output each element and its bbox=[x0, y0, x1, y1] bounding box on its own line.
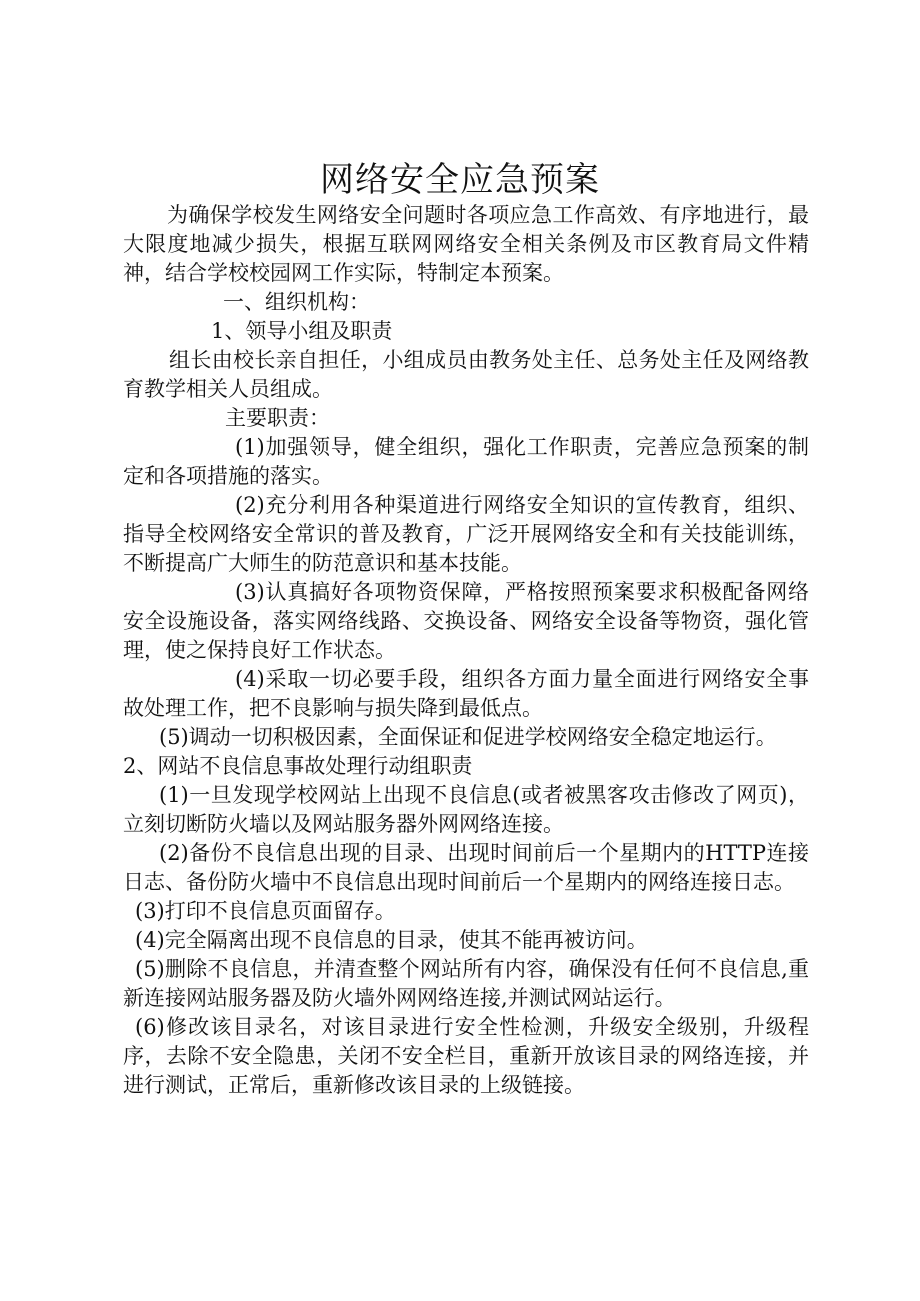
section-2-item-6: (6)修改该目录名，对该目录进行安全性检测，升级安全级别，升级程序，去除不安全隐患，关闭不安全栏目，重新开放该目录的网络连接，并进行测试，正常后，重新修改该目录的上级链接。 bbox=[123, 1015, 809, 1097]
leadership-paragraph: 组长由校长亲自担任，小组成员由教务处主任、总务处主任及网络教育教学相关人员组成。 bbox=[123, 348, 809, 401]
section-2-item-1: (1)一旦发现学校网站上出现不良信息(或者被黑客攻击修改了网页)，立刻切断防火墙以及网站服务器外网网络连接。 bbox=[123, 783, 809, 836]
section-2-heading: 2、网站不良信息事故处理行动组职责 bbox=[123, 754, 473, 778]
section-2-item-5: (5)删除不良信息，并清查整个网站所有内容，确保没有任何不良信息,重新连接网站服务器及防火墙外网网络连接,并测试网站运行。 bbox=[123, 957, 809, 1010]
intro-paragraph: 为确保学校发生网络安全问题时各项应急工作高效、有序地进行，最大限度地减少损失，根据互联网网络安全相关条例及市区教育局文件精神，结合学校校园网工作实际，特制定本预案。 bbox=[123, 203, 809, 285]
section-1-heading: 一、组织机构： bbox=[223, 290, 370, 314]
duty-item-4: (4)采取一切必要手段，组织各方面力量全面进行网络安全事故处理工作，把不良影响与损失降到最低点。 bbox=[123, 667, 809, 720]
section-2-item-3: (3)打印不良信息页面留存。 bbox=[135, 899, 396, 923]
duty-item-5: (5)调动一切积极因素，全面保证和促进学校网络安全稳定地运行。 bbox=[159, 725, 777, 749]
subsection-1-heading: 1、领导小组及职责 bbox=[211, 319, 393, 343]
section-2-item-4: (4)完全隔离出现不良信息的目录，使其不能再被访问。 bbox=[135, 928, 648, 952]
document-body bbox=[123, 201, 809, 1100]
duties-heading: 主要职责： bbox=[225, 406, 330, 430]
duty-item-3: (3)认真搞好各项物资保障，严格按照预案要求积极配备网络安全设施设备，落实网络线路、交换设备、网络安全设备等物资，强化管理，使之保持良好工作状态。 bbox=[123, 580, 809, 662]
duty-item-2: (2)充分利用各种渠道进行网络安全知识的宣传教育，组织、指导全校网络安全常识的普及教育，广泛开展网络安全和有关技能训练，不断提高广大师生的防范意识和基本技能。 bbox=[123, 493, 809, 575]
duty-item-1: (1)加强领导，健全组织，强化工作职责，完善应急预案的制定和各项措施的落实。 bbox=[123, 435, 809, 488]
section-2-item-2: (2)备份不良信息出现的目录、出现时间前后一个星期内的HTTP连接日志、备份防火墙中不良信息出现时间前后一个星期内的网络连接日志。 bbox=[123, 841, 809, 894]
document-title: 网络安全应急预案 bbox=[320, 160, 600, 200]
